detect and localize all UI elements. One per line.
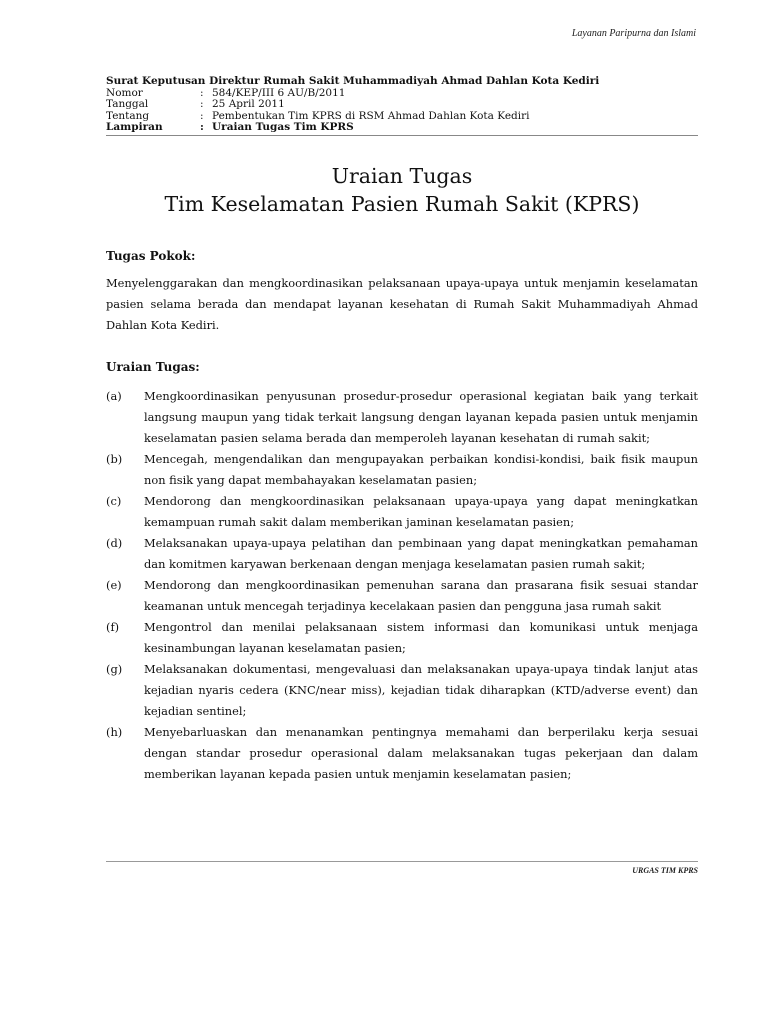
meta-label: Tanggal — [106, 98, 149, 110]
document-title — [106, 162, 698, 218]
list-item-marker: (f) — [106, 620, 120, 634]
footer-divider — [106, 861, 698, 862]
list-item-text: Mendorong dan mengkoordinasikan pemenuhan sarana dan prasarana fisik sesuai standar keamanan untuk mencegah terjadinya kecelakaan pasien dan pengguna jasa rumah sakit — [144, 578, 698, 613]
list-item-marker: (b) — [106, 452, 123, 466]
header-tagline: Layanan Paripurna dan Islami — [571, 28, 696, 39]
list-item-marker: (a) — [106, 389, 122, 403]
tugas-pokok-text: Menyelenggarakan dan mengkoordinasikan pelaksanaan upaya-upaya untuk menjamin keselamatan pasien selama berada dan mendapat layanan kesehatan di Rumah Sakit Muhammadiyah Ahmad Dahlan Kota Kediri. — [106, 276, 698, 332]
list-item-text: Mendorong dan mengkoordinasikan pelaksanaan upaya-upaya yang dapat meningkatkan kemampuan rumah sakit dalam memberikan jaminan keselamatan pasien; — [144, 494, 698, 529]
list-item-marker: (e) — [106, 578, 122, 592]
tugas-pokok-heading: Tugas Pokok: — [106, 249, 196, 263]
decree-title: Surat Keputusan Direktur Rumah Sakit Muhammadiyah Ahmad Dahlan Kota Kediri — [106, 75, 600, 87]
meta-row-nomor — [106, 88, 698, 100]
list-item — [106, 533, 698, 575]
list-item-text: Menyebarluaskan dan menanamkan pentingnya memahami dan berperilaku kerja sesuai dengan standar prosedur operasional dalam melaksanakan tugas pekerjaan dan dalam memberikan layanan kepada pasien untuk menjamin keselamatan pasien; — [144, 725, 698, 781]
list-item-marker: (g) — [106, 662, 123, 676]
footer-tag: URGAS TIM KPRS — [632, 866, 698, 875]
meta-label: Nomor — [106, 86, 143, 99]
meta-value: 584/KEP/III 6 AU/B/2011 — [212, 86, 346, 99]
title-line-1: Uraian Tugas — [331, 164, 473, 188]
metadata-divider — [106, 135, 698, 136]
meta-value: Uraian Tugas Tim KPRS — [212, 121, 354, 133]
list-item — [106, 386, 698, 449]
list-item-marker: (h) — [106, 725, 123, 739]
decree-metadata — [106, 76, 698, 134]
list-item-text: Mengontrol dan menilai pelaksanaan sistem informasi dan komunikasi untuk menjaga kesinambungan layanan keselamatan pasien; — [144, 620, 698, 655]
list-item-marker: (d) — [106, 536, 123, 550]
list-item-text: Mencegah, mengendalikan dan mengupayakan perbaikan kondisi-kondisi, baik fisik maupun non fisik yang dapat membahayakan keselamatan pasien; — [144, 452, 698, 487]
meta-separator: : — [200, 98, 204, 110]
meta-separator: : — [200, 121, 204, 133]
meta-separator: : — [200, 86, 204, 99]
list-item — [106, 617, 698, 659]
meta-row-tentang — [106, 111, 698, 123]
meta-row-tanggal — [106, 99, 698, 111]
title-line-2: Tim Keselamatan Pasien Rumah Sakit (KPRS) — [164, 192, 640, 216]
list-item-text: Mengkoordinasikan penyusunan prosedur-prosedur operasional kegiatan baik yang terkait langsung maupun yang tidak terkait langsung dengan layanan kepada pasien untuk menjamin keselamatan pasien selama berada dan memperoleh layanan kesehatan di rumah sakit; — [144, 389, 698, 445]
meta-value: Pembentukan Tim KPRS di RSM Ahmad Dahlan Kota Kediri — [212, 109, 530, 122]
list-item — [106, 575, 698, 617]
list-item-text: Melaksanakan upaya-upaya pelatihan dan pembinaan yang dapat meningkatkan pemahaman dan komitmen karyawan berkenaan dengan menjaga keselamatan pasien rumah sakit; — [144, 536, 698, 571]
meta-row-lampiran — [106, 122, 698, 134]
list-item-text: Melaksanakan dokumentasi, mengevaluasi dan melaksanakan upaya-upaya tindak lanjut atas kejadian nyaris cedera (KNC/near miss), kejadian tidak diharapkan (KTD/adverse event) dan kejadian sentinel; — [144, 662, 698, 718]
meta-label: Lampiran — [106, 121, 163, 133]
meta-label: Tentang — [106, 109, 150, 122]
list-item — [106, 449, 698, 491]
list-item-marker: (c) — [106, 494, 122, 508]
list-item — [106, 722, 698, 785]
meta-value: 25 April 2011 — [212, 98, 285, 110]
list-item — [106, 491, 698, 533]
list-item — [106, 659, 698, 722]
duty-list — [106, 386, 698, 785]
uraian-tugas-heading: Uraian Tugas: — [106, 360, 200, 374]
meta-separator: : — [200, 109, 204, 122]
